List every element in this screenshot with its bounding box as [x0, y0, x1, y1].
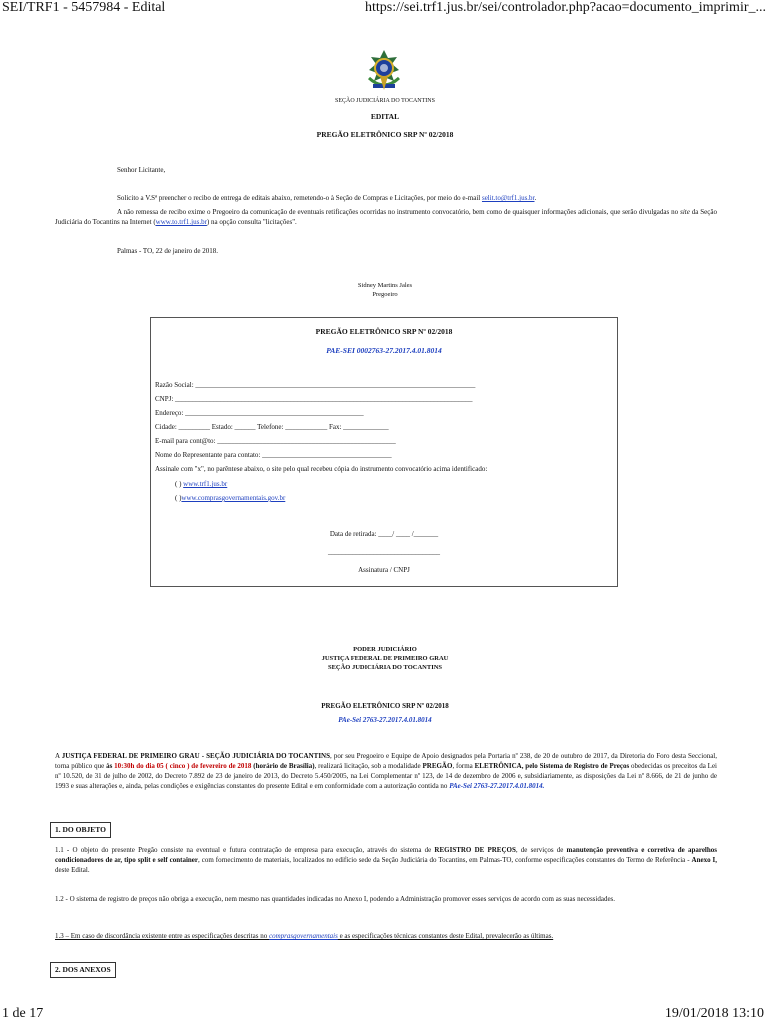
document-title: SEI/TRF1 - 5457984 - Edital — [2, 0, 166, 15]
option-trf1[interactable] — [175, 479, 227, 489]
receipt-title: PREGÃO ELETRÔNICO SRP Nº 02/2018 — [315, 327, 453, 336]
letter-text: site — [680, 208, 690, 216]
signature-block — [0, 281, 770, 299]
email-link[interactable]: selit.to@trf1.jus.br — [481, 194, 535, 202]
print-header — [0, 0, 770, 18]
page-title: EDITAL — [370, 112, 400, 121]
cnpj-field[interactable]: CNPJ: _____________________________________________________________________________________ — [155, 395, 473, 403]
print-footer — [0, 1006, 770, 1024]
pregao-heading: PREGÃO ELETRÔNICO SRP Nº 02/2018 — [316, 130, 454, 139]
section-text: 1.3 – Em caso de discordância existente entre as especificações descritas no — [55, 932, 269, 940]
body-header — [0, 645, 770, 672]
document-url: https://sei.trf1.jus.br/sei/controlador.php?acao=documento_imprimir_... — [365, 0, 766, 15]
intro-text: , pelo Sistema de Registro de Preços — [521, 762, 630, 770]
section-text: , com fornecimento de materiais, localizados no edifício sede da Seção Judiciária do Tocantins, em Palmas-TO, conforme especificações constantes do Termo de Referência - — [198, 856, 692, 864]
comprasgov-link[interactable]: www.comprasgovernamentais.gov.br — [181, 494, 286, 502]
place-date: Palmas - TO, 22 de janeiro de 2018. — [117, 247, 219, 255]
letter-text: ) na opção consulta "licitações". — [206, 218, 297, 226]
section-2-title: 2. DOS ANEXOS — [50, 962, 116, 978]
signature-line: ________________________________ — [328, 548, 440, 556]
intro-text: (horário de Brasília) — [251, 762, 315, 770]
checkbox-parenthesis[interactable]: ( ) — [175, 494, 182, 502]
brazil-coat-of-arms-icon — [361, 48, 407, 94]
intro-pae: PAe-Sei 2763-27.2017.4.01.8014. — [449, 782, 545, 790]
checkbox-parenthesis[interactable]: ( ) — [175, 480, 182, 488]
signer-name: Sidney Martins Jales — [357, 282, 413, 289]
body-pregao: PREGÃO ELETRÔNICO SRP Nº 02/2018 — [321, 702, 449, 710]
intro-text: , por seu Pregoeiro e Equipe de Apoio designados pela Portaria nº 238, de 20 de outubro de 2017, da Diretoria do Foro desta Seccional, torna público que — [55, 752, 717, 770]
page-counter: 1 de 17 — [2, 1006, 44, 1021]
section-1-1 — [55, 845, 717, 875]
intro-text: PREGÃO — [422, 762, 453, 770]
intro-text: A — [55, 752, 62, 760]
site-link[interactable]: www.to.trf1.jus.br — [155, 218, 207, 226]
letter-text: . — [534, 194, 537, 202]
representante-field[interactable]: Nome do Representante para contato: _____________________________________ — [155, 451, 392, 459]
letter-paragraph-2 — [55, 207, 717, 227]
section-text: deste Edital. — [55, 866, 90, 874]
signer-role: Pregoeiro — [372, 291, 398, 298]
endereco-field[interactable]: Endereço: ___________________________________________________ — [155, 409, 364, 417]
option-comprasgov[interactable] — [175, 493, 285, 503]
body-header-line-3: SEÇÃO JUDICIÁRIA DO TOCANTINS — [327, 664, 443, 671]
greeting: Senhor Licitante, — [117, 166, 166, 174]
comprasgov-inline-link[interactable]: comprasgovernamentais — [269, 932, 338, 940]
razao-social-field[interactable]: Razão Social: ________________________________________________________________________________ — [155, 381, 476, 389]
receipt-pae: PAE-SEI 0002763-27.2017.4.01.8014 — [326, 346, 442, 355]
signature-label: Assinatura / CNPJ — [358, 566, 410, 574]
section-text: e as especificações técnicas constantes deste Edital, prevalecerão as últimas. — [337, 932, 554, 940]
cidade-field[interactable]: Cidade: _________ Estado: ______ Telefone: ____________ Fax: _____________ — [155, 423, 389, 431]
trf1-link[interactable]: www.trf1.jus.br — [183, 480, 228, 488]
data-retirada[interactable]: Data de retirada: ____/ ____ /_______ — [329, 530, 439, 538]
section-1-2: 1.2 - O sistema de registro de preços não obriga a execução, nem mesmo nas quantidades indicadas no Anexo I, podendo a Administração promover esses serviços de acordo com as suas necessidades. — [55, 895, 616, 903]
assinale-instructions: Assinale com "x", no parêntese abaixo, o site pelo qual recebeu cópia do instrumento convocatório acima identificado: — [155, 465, 488, 473]
letter-text: Solicito a V.Sª preencher o recibo de entrega de editais abaixo, remetendo-o à Seção de Compras e Licitações, por meio do e-mail — [117, 194, 482, 202]
section-1-3 — [55, 931, 717, 941]
email-field[interactable]: E-mail para cont@to: ___________________________________________________ — [155, 437, 396, 445]
section-text: REGISTRO DE PREÇOS — [434, 846, 516, 854]
section-text: manutenção preventiva e corretiva de aparelhos condicionadores de ar, tipo split e self container — [55, 846, 717, 864]
intro-paragraph — [55, 751, 717, 791]
letter-paragraph-1 — [117, 193, 536, 203]
body-header-line-1: PODER JUDICIÁRIO — [353, 646, 417, 653]
intro-date: 10:30h do dia 05 ( cinco ) de fevereiro de 2018 — [114, 762, 252, 770]
section-1-title: 1. DO OBJETO — [50, 822, 111, 838]
intro-text: ELETRÔNICA — [474, 762, 522, 770]
letter-text: A não remessa de recibo exime o Pregoeiro da comunicação de eventuais retificações ocorridas no instrumento convocatório, bem como de quaisquer informações adicionais, que serão divulgadas no — [117, 208, 681, 216]
print-timestamp: 19/01/2018 13:10 — [664, 1006, 764, 1021]
section-text: , de serviços de — [515, 846, 567, 854]
intro-text: às — [106, 762, 115, 770]
intro-text: JUSTIÇA FEDERAL DE PRIMEIRO GRAU - SEÇÃO JUDICIÁRIA DO TOCANTINS — [61, 752, 330, 760]
intro-text: , forma — [452, 762, 475, 770]
section-text: 1.1 - O objeto do presente Pregão consiste na eventual e futura contratação de empresa para execução, através do sistema de — [55, 846, 435, 854]
section-name: SEÇÃO JUDICIÁRIA DO TOCANTINS — [335, 98, 435, 104]
intro-text: , realizará licitação, sob a modalidade — [314, 762, 423, 770]
receipt-form — [150, 317, 618, 587]
section-text: Anexo I, — [691, 856, 718, 864]
body-pae: PAe-Sei 2763-27.2017.4.01.8014 — [338, 716, 432, 724]
intro-text: obedecidas os preceitos da Lei nº 10.520, de 31 de julho de 2002, do Decreto 7.892 de 23 de janeiro de 2013, do Decreto 5.450/2005, na Lei Complementar nº 123, de 14 de dezembro de 2006 e, subsidiariamente, as disposições da Lei nº 8.666, de 21 de junho de 1993 e suas alterações e, ainda, pelas condições e exigências constantes do presente Edital e em conformidade com a autorização contida no — [55, 762, 717, 790]
body-header-line-2: JUSTIÇA FEDERAL DE PRIMEIRO GRAU — [321, 655, 449, 662]
letter-text: da Seção Judiciária do Tocantins na Internet ( — [55, 208, 717, 226]
